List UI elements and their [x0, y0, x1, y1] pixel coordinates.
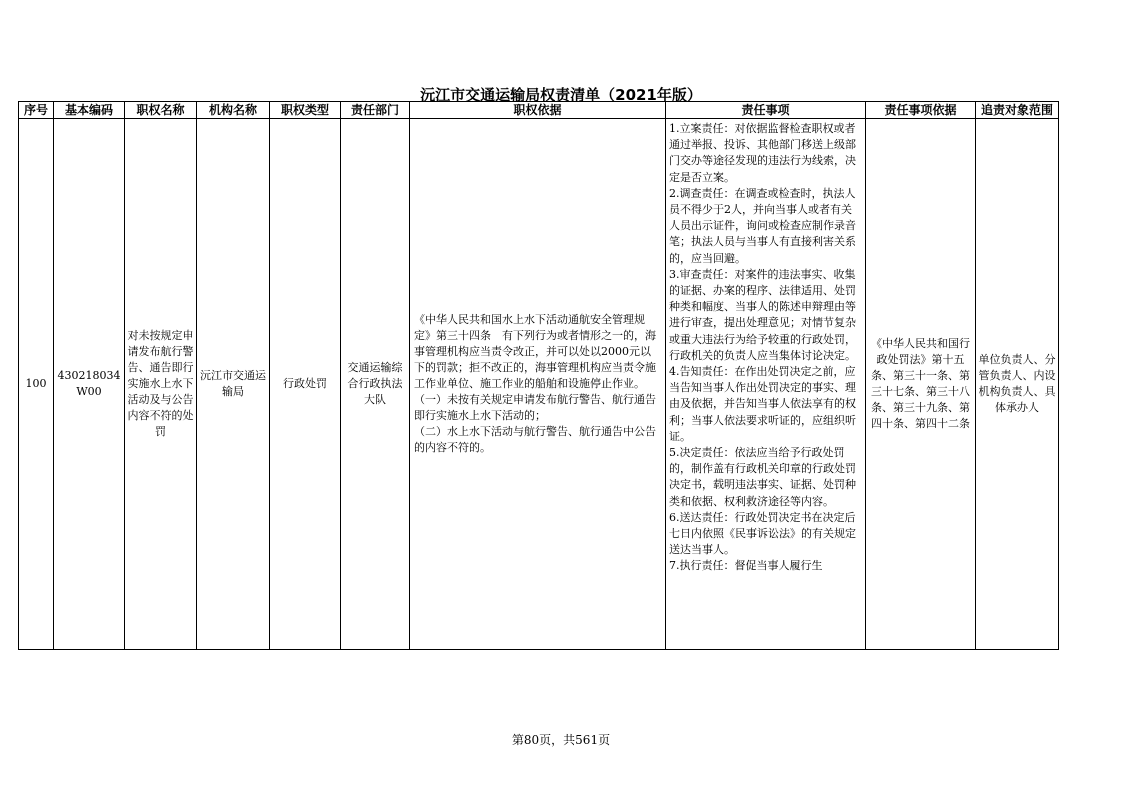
- header-duties: 责任事项: [666, 102, 866, 119]
- header-row: [19, 102, 1059, 119]
- duty-item: 2.调查责任：在调查或检查时，执法人员不得少于2人，并向当事人或者有关人员出示证件，询问或检查应制作录音笔；执法人员与当事人有直接利害关系的，应当回避。: [669, 186, 856, 265]
- header-code: 基本编码: [54, 102, 125, 119]
- page-footer: 第80页，共561页: [511, 733, 611, 747]
- cell-code: 430218034W00: [54, 119, 125, 650]
- cell-duties: [666, 119, 866, 650]
- duty-item: 5.决定责任：依法应当给予行政处罚的，制作盖有行政机关印章的行政处罚决定书，载明违法事实、证据、处罚种类和依据、权利救济途径等内容。: [669, 446, 856, 508]
- header-duty-basis: 责任事项依据: [866, 102, 976, 119]
- duty-item: 1.立案责任：对依据监督检查职权或者通过举报、投诉、其他部门移送上级部门交办等途径发现的违法行为线索，决定是否立案。: [669, 122, 856, 184]
- duty-item: 4.告知责任：在作出处罚决定之前，应当告知当事人作出处罚决定的事实、理由及依据，并告知当事人依法享有的权利；当事人依法要求听证的，应组织听证。: [669, 365, 856, 443]
- cell-department: 交通运输综合行政执法大队: [341, 119, 410, 650]
- cell-agency: 沅江市交通运输局: [197, 119, 270, 650]
- duty-item: 3.审查责任：对案件的违法事实、收集的证据、办案的程序、法律适用、处罚种类和幅度、当事人的陈述申辩理由等进行审查，提出处理意见；对情节复杂或重大违法行为给予较重的行政处罚，行政机关的负责人应当集体讨论决定。: [669, 267, 856, 362]
- cell-power-type: 行政处罚: [270, 119, 341, 650]
- header-power-type: 职权类型: [270, 102, 341, 119]
- duty-item: 7.执行责任：督促当事人履行生: [669, 559, 823, 573]
- cell-index: 100: [19, 119, 54, 650]
- responsibility-table: [18, 101, 1059, 650]
- table-row: [19, 119, 1059, 650]
- header-agency: 机构名称: [197, 102, 270, 119]
- basis-paragraph: （二）水上水下活动与航行警告、航行通告中公告的内容不符的。: [414, 425, 656, 454]
- cell-basis: [410, 119, 666, 650]
- cell-power-name: 对未按规定申请发布航行警告、通告即行实施水上水下活动及与公告内容不符的处罚: [125, 119, 197, 650]
- header-basis: 职权依据: [410, 102, 666, 119]
- duty-item: 6.送达责任：行政处罚决定书在决定后七日内依照《民事诉讼法》的有关规定送达当事人。: [669, 510, 856, 557]
- basis-paragraph: （一）未按有关规定申请发布航行警告、航行通告即行实施水上水下活动的；: [414, 393, 656, 422]
- cell-duty-basis: 《中华人民共和国行政处罚法》第十五条、第三十一条、第三十七条、第三十八条、第三十九条、第四十条、第四十二条: [866, 119, 976, 650]
- cell-accountability: 单位负责人、分管负责人、内设机构负责人、具体承办人: [976, 119, 1059, 650]
- header-department: 责任部门: [341, 102, 410, 119]
- header-power-name: 职权名称: [125, 102, 197, 119]
- page-title: 沅江市交通运输局权责清单（2021年版）: [420, 86, 702, 104]
- header-index: 序号: [19, 102, 54, 119]
- basis-paragraph: 《中华人民共和国水上水下活动通航安全管理规定》第三十四条 有下列行为或者情形之一的，海事管理机构应当责令改正，并可以处以2000元以下的罚款；拒不改正的，海事管理机构应当责令施工作业单位、施工作业的船舶和设施停止作业。: [414, 313, 656, 390]
- header-accountability: 追责对象范围: [976, 102, 1059, 119]
